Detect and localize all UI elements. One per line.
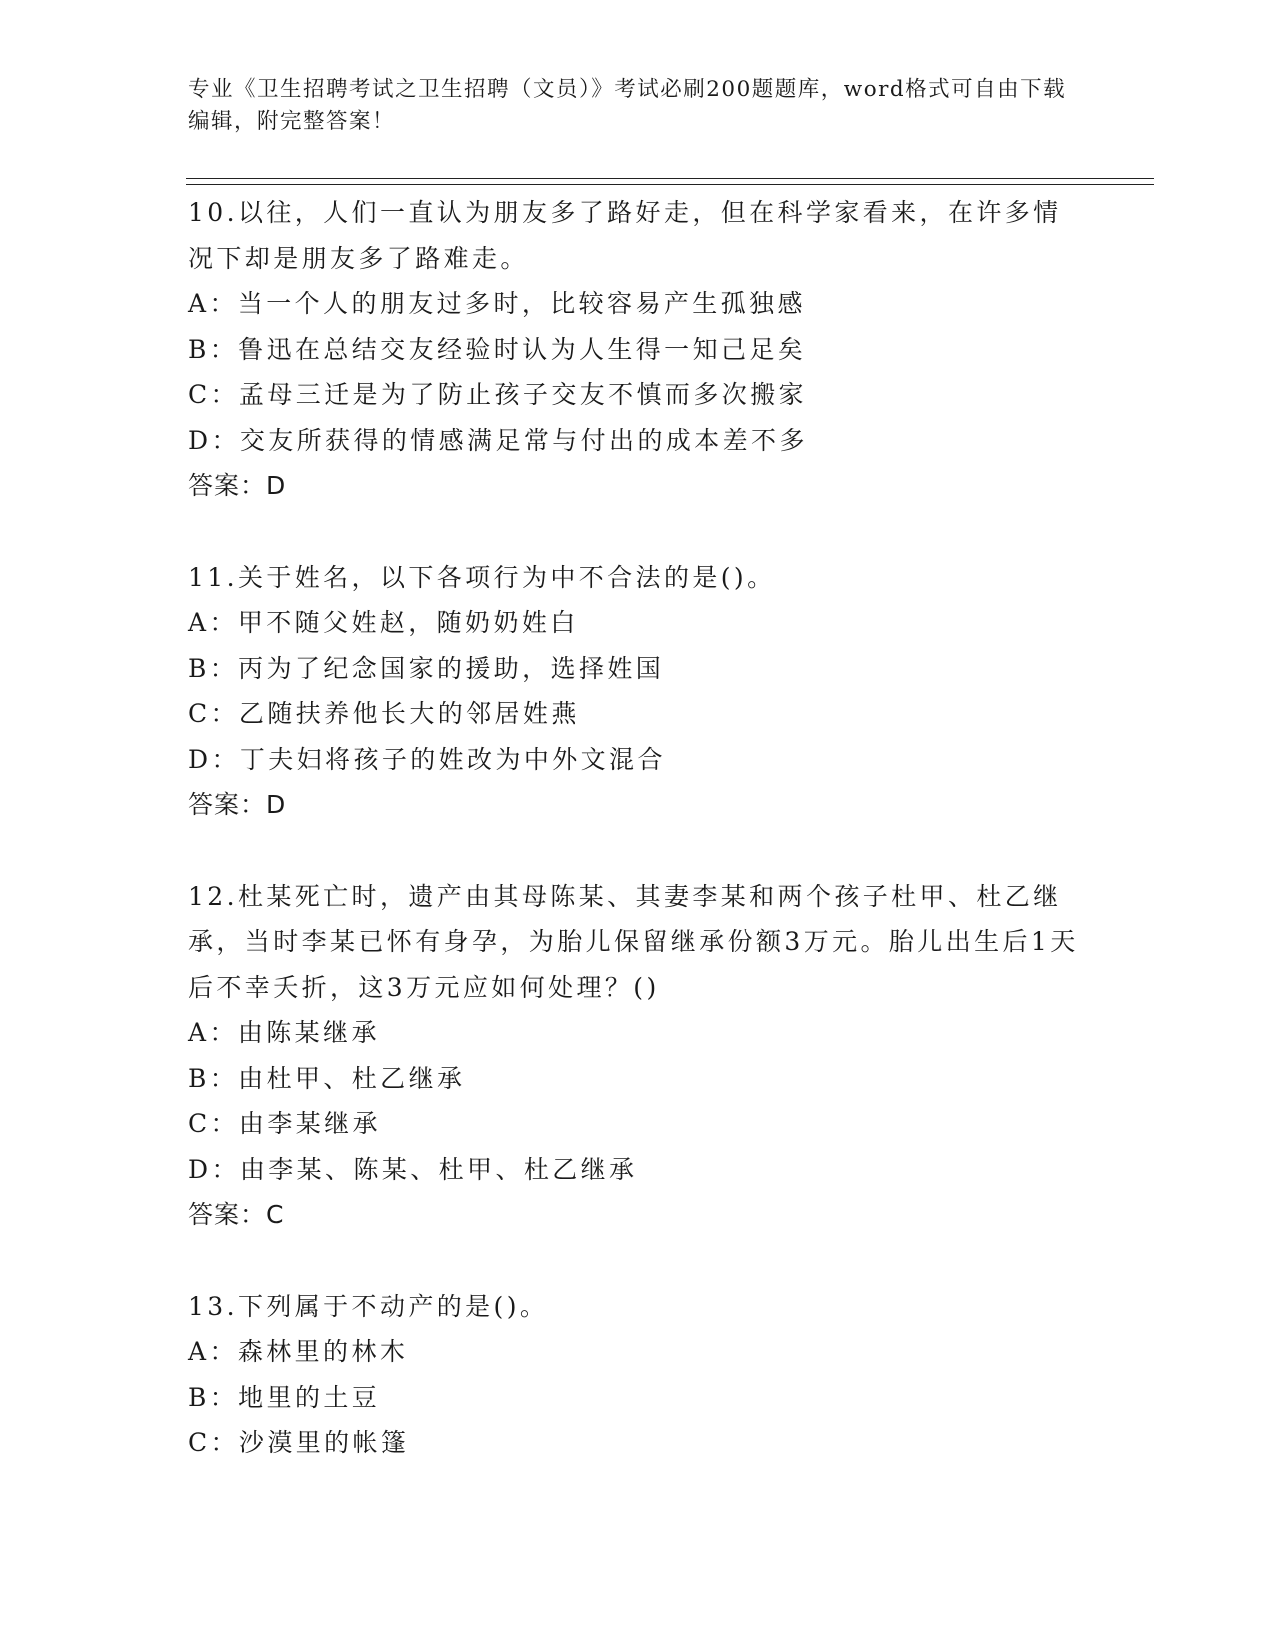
option-c: C：乙随扶养他长大的邻居姓燕 <box>188 699 580 728</box>
question-spacer <box>188 509 1088 555</box>
answer-line: 答案：D <box>188 471 287 500</box>
question-list <box>188 190 1088 1466</box>
question-10 <box>188 190 1088 509</box>
question-12 <box>188 874 1088 1238</box>
option-b: B：地里的土豆 <box>188 1382 381 1412</box>
option-a: A：甲不随父姓赵，随奶奶姓白 <box>188 608 579 637</box>
option-b: B：由杜甲、杜乙继承 <box>188 1063 466 1093</box>
question-stem: 10.以往，人们一直认为朋友多了路好走，但在科学家看来，在许多情况下却是朋友多了路难走。 <box>188 198 1062 273</box>
option-d: D：交友所获得的情感满足常与付出的成本差不多 <box>188 425 808 455</box>
question-spacer <box>188 828 1088 874</box>
option-b: B：丙为了纪念国家的援助，选择姓国 <box>188 653 665 683</box>
option-d: D：丁夫妇将孩子的姓改为中外文混合 <box>188 744 666 774</box>
question-13 <box>188 1284 1088 1466</box>
option-b: B：鲁迅在总结交友经验时认为人生得一知己足矣 <box>188 334 807 364</box>
header-rule-bottom <box>186 184 1154 185</box>
question-stem: 12.杜某死亡时，遗产由其母陈某、其妻李某和两个孩子杜甲、杜乙继承，当时李某已怀有身孕，为胎儿保留继承份额3万元。胎儿出生后1天后不幸夭折，这3万元应如何处理？() <box>188 881 1079 1002</box>
question-stem: 13.下列属于不动产的是()。 <box>188 1291 549 1321</box>
answer-line: 答案：D <box>188 790 287 819</box>
question-stem: 11.关于姓名，以下各项行为中不合法的是()。 <box>188 562 776 592</box>
option-a: A：森林里的林木 <box>188 1337 409 1366</box>
option-c: C：孟母三迁是为了防止孩子交友不慎而多次搬家 <box>188 380 807 409</box>
option-d: D：由李某、陈某、杜甲、杜乙继承 <box>188 1154 638 1184</box>
question-11 <box>188 555 1088 828</box>
question-spacer <box>188 1238 1088 1284</box>
option-c: C：沙漠里的帐篷 <box>188 1428 410 1457</box>
answer-line: 答案：C <box>188 1200 285 1229</box>
option-a: A：当一个人的朋友过多时，比较容易产生孤独感 <box>188 289 806 318</box>
header-rule-top <box>186 178 1154 179</box>
option-a: A：由陈某继承 <box>188 1018 380 1047</box>
document-header: 专业《卫生招聘考试之卫生招聘（文员）》考试必刷200题题库，word格式可自由下载编辑，附完整答案！ <box>188 77 1067 134</box>
option-c: C：由李某继承 <box>188 1109 381 1138</box>
